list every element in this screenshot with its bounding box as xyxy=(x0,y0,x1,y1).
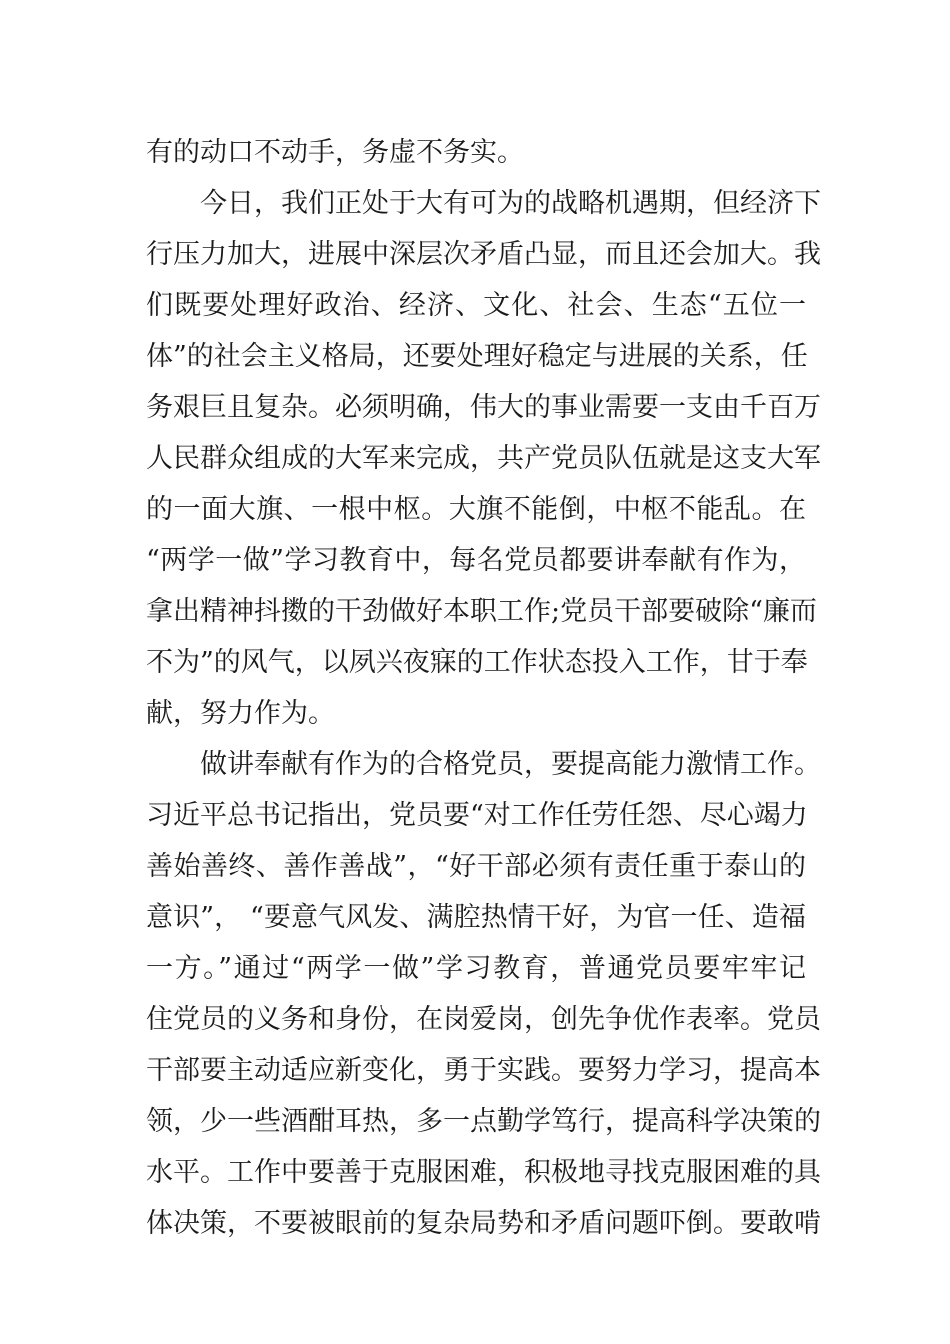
text-line: 善始善终、善作善战”，“好干部必须有责任重于泰山的 xyxy=(146,851,806,882)
text-line: 意识”， “要意气风发、满腔热情干好，为官一任、造福 xyxy=(146,902,806,933)
body-text xyxy=(146,127,821,1249)
text-line: 体决策，不要被眼前的复杂局势和矛盾问题吓倒。要敢啃 xyxy=(146,1208,821,1239)
text-line: 做讲奉献有作为的合格党员，要提高能力激情工作。 xyxy=(200,749,821,780)
text-line: 今日，我们正处于大有可为的战略机遇期，但经济下 xyxy=(200,188,821,219)
text-line: 拿出精神抖擞的干劲做好本职工作;党员干部要破除“廉而 xyxy=(146,596,817,627)
text-line: 有的动口不动手，务虚不务实。 xyxy=(146,137,524,168)
text-line: 们既要处理好政治、经济、文化、社会、生态“五位一 xyxy=(146,290,806,321)
text-line: 不为”的风气，以夙兴夜寐的工作状态投入工作，甘于奉 xyxy=(146,647,808,678)
text-line: 习近平总书记指出，党员要“对工作任劳任怨、尽心竭力 xyxy=(146,800,808,831)
text-line: 住党员的义务和身份，在岗爱岗，创先争优作表率。党员 xyxy=(146,1004,821,1035)
text-line: 的一面大旗、一根中枢。大旗不能倒，中枢不能乱。在 xyxy=(146,494,806,525)
text-line: 体”的社会主义格局，还要处理好稳定与进展的关系，任 xyxy=(146,341,808,372)
text-line: “两学一做”学习教育中，每名党员都要讲奉献有作为， xyxy=(146,545,806,576)
text-line: 领，少一些酒酣耳热，多一点勤学笃行，提高科学决策的 xyxy=(146,1106,821,1137)
text-line: 务艰巨且复杂。必须明确，伟大的事业需要一支由千百万 xyxy=(146,392,821,423)
text-line: 献，努力作为。 xyxy=(146,698,335,729)
text-line: 一方。”通过“两学一做”学习教育，普通党员要牢牢记 xyxy=(146,953,806,984)
text-line: 人民群众组成的大军来完成，共产党员队伍就是这支大军 xyxy=(146,443,821,474)
text-line: 干部要主动适应新变化，勇于实践。要努力学习，提高本 xyxy=(146,1055,821,1086)
text-line: 行压力加大，进展中深层次矛盾凸显，而且还会加大。我 xyxy=(146,239,821,270)
text-line: 水平。工作中要善于克服困难，积极地寻找克服困难的具 xyxy=(146,1157,821,1188)
